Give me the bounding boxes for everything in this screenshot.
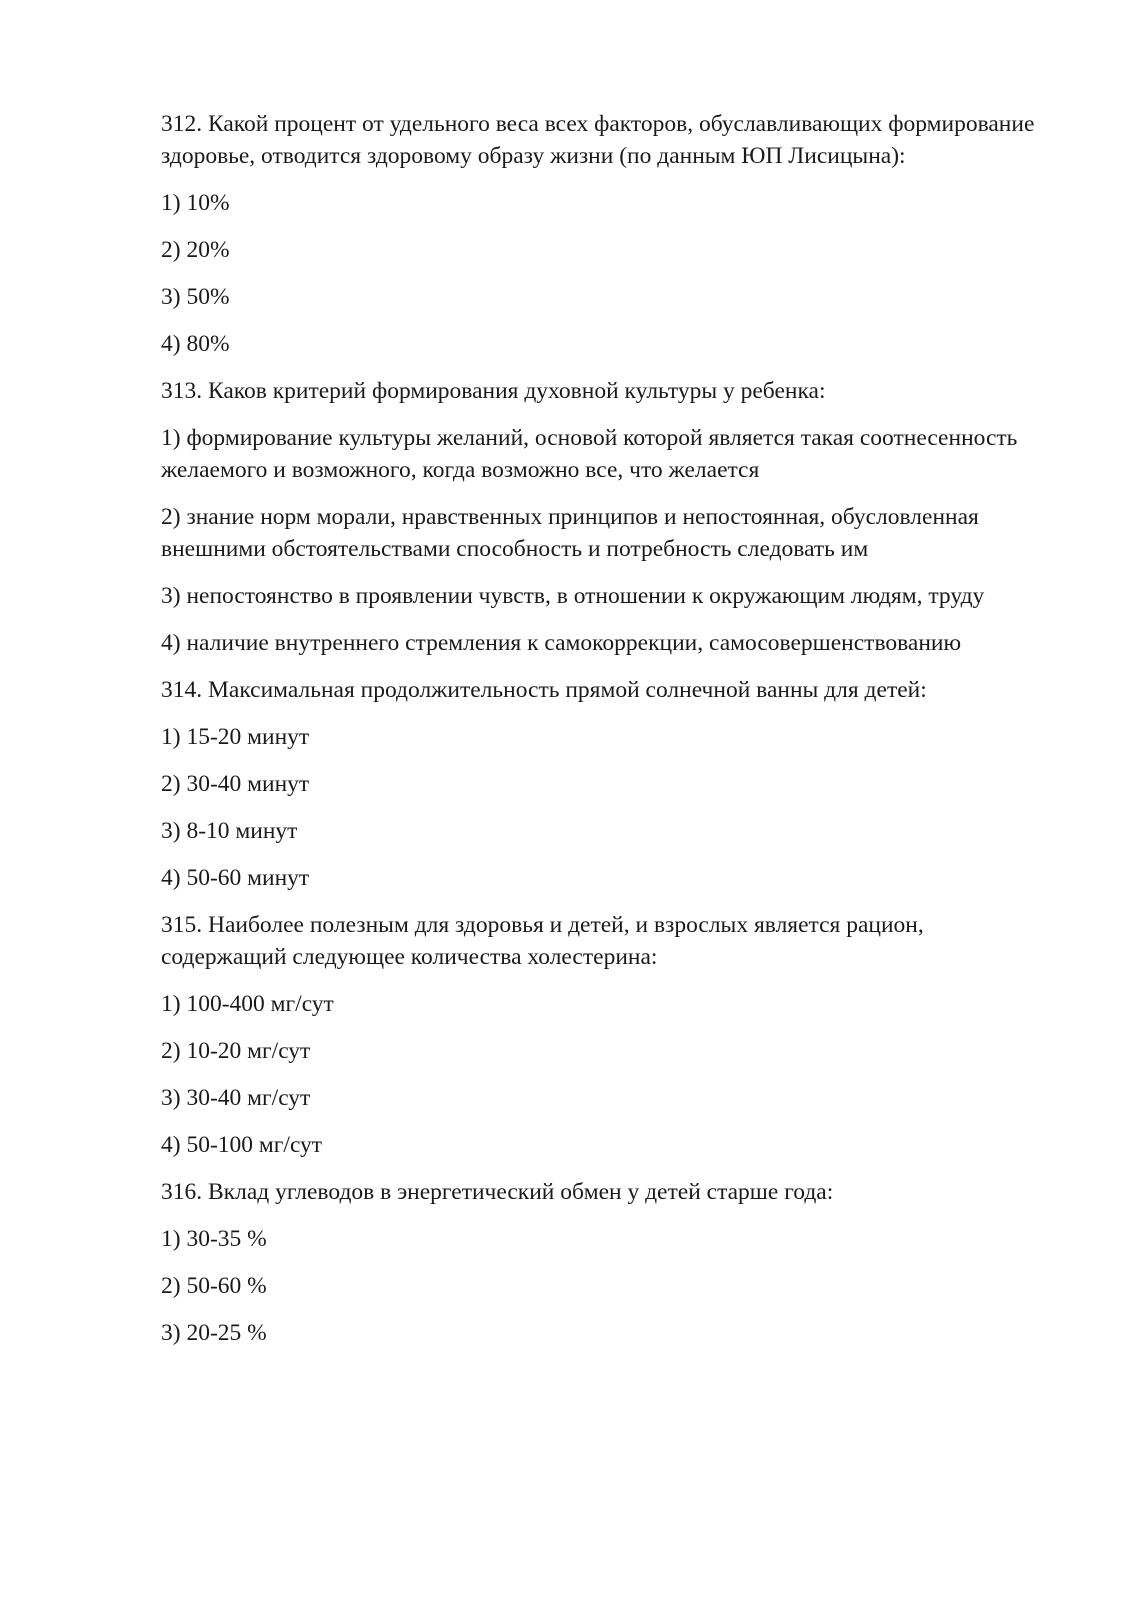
answer-option: 3) 50% [161, 284, 230, 310]
answer-option: 2) знание норм морали, нравственных принципов и непостоянная, обусловленная внешними обстоятельствами способность и потребность следовать им [161, 504, 979, 562]
answer-option: 1) 30-35 % [161, 1226, 267, 1252]
answer-option: 3) 20-25 % [161, 1320, 267, 1346]
answer-option: 3) непостоянство в проявлении чувств, в отношении к окружающим людям, труду [161, 583, 985, 609]
question-315 [161, 909, 1041, 1161]
answer-option: 2) 10-20 мг/сут [161, 1038, 311, 1064]
document-page [161, 108, 1041, 1364]
answer-option: 1) формирование культуры желаний, основой которой является такая соотнесенность желаемого и возможного, когда возможно все, что желается [161, 425, 1018, 483]
answer-option: 1) 100-400 мг/сут [161, 991, 334, 1017]
question-text: 314. Максимальная продолжительность прямой солнечной ванны для детей: [161, 677, 927, 703]
answer-option: 2) 20% [161, 237, 230, 263]
answer-option: 2) 50-60 % [161, 1273, 267, 1299]
question-text: 316. Вклад углеводов в энергетический обмен у детей старше года: [161, 1179, 834, 1205]
answer-option: 2) 30-40 минут [161, 771, 310, 797]
question-text: 313. Каков критерий формирования духовной культуры у ребенка: [161, 378, 826, 404]
answer-option: 1) 10% [161, 190, 230, 216]
question-text: 312. Какой процент от удельного веса всех факторов, обуславливающих формирование здоровье, отводится здоровому образу жизни (по данным ЮП Лисицына): [161, 111, 1035, 169]
answer-option: 4) наличие внутреннего стремления к самокоррекции, самосовершенствованию [161, 630, 962, 656]
question-314 [161, 674, 1041, 894]
question-text: 315. Наиболее полезным для здоровья и детей, и взрослых является рацион, содержащий следующее количества холестерина: [161, 912, 924, 970]
question-313 [161, 375, 1041, 659]
answer-option: 3) 8-10 минут [161, 818, 298, 844]
answer-option: 4) 50-100 мг/сут [161, 1132, 323, 1158]
answer-option: 3) 30-40 мг/сут [161, 1085, 311, 1111]
answer-option: 1) 15-20 минут [161, 724, 310, 750]
question-316 [161, 1176, 1041, 1349]
question-312 [161, 108, 1041, 360]
answer-option: 4) 80% [161, 331, 230, 357]
answer-option: 4) 50-60 минут [161, 865, 310, 891]
